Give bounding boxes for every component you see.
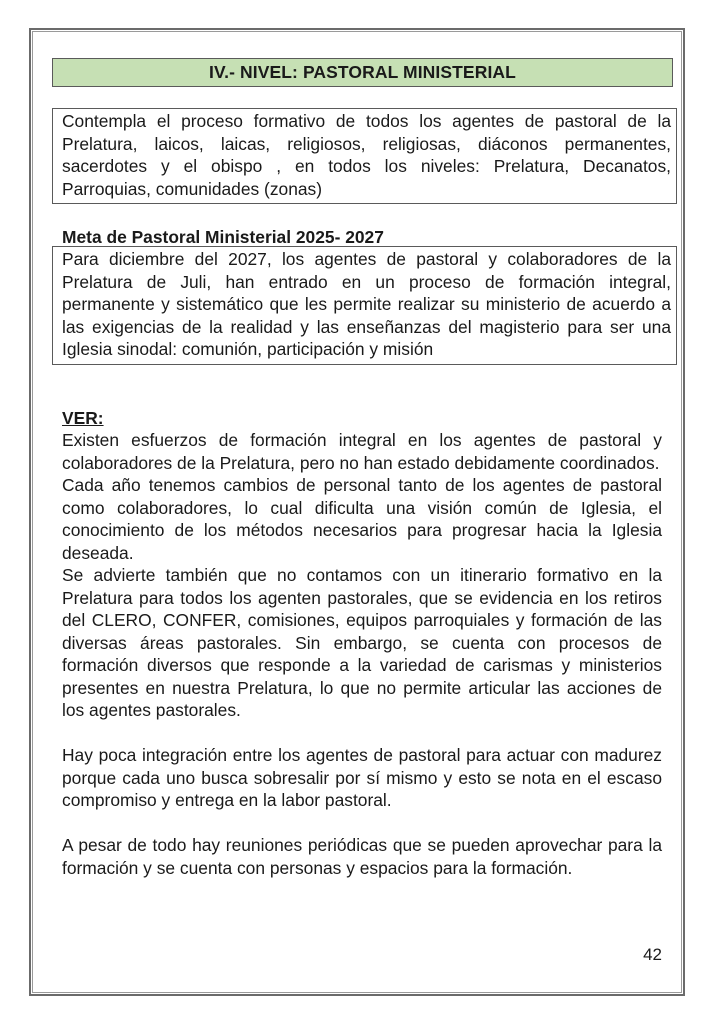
meta-box <box>52 246 677 365</box>
ver-paragraph: Cada año tenemos cambios de personal tanto de los agentes de pastoral como colaboradores, lo cual dificulta una visión común de Iglesia, el conocimiento de los métodos necesarios para progresar hacia la Iglesia deseada. <box>62 475 662 563</box>
ver-body <box>62 429 662 879</box>
ver-paragraph: A pesar de todo hay reuniones periódicas que se pueden aprovechar para la formación y se cuenta con personas y espacios para la formación. <box>62 835 662 878</box>
meta-text: Para diciembre del 2027, los agentes de pastoral y colaboradores de la Prelatura de Juli, han entrado en un proceso de formación integral, permanente y sistemático que les permite realizar su ministerio de acuerdo a las exigencias de la realidad y las enseñanzas del magisterio para ser una Iglesia sinodal: comunión, participación y misión <box>62 249 671 359</box>
ver-title: VER: <box>62 408 104 428</box>
meta-title: Meta de Pastoral Ministerial 2025- 2027 <box>62 227 384 247</box>
page-number: 42 <box>643 945 662 964</box>
ver-paragraph: Existen esfuerzos de formación integral en los agentes de pastoral y colaboradores de la Prelatura, pero no han estado debidamente coordinados. <box>62 430 662 473</box>
ver-paragraph: Se advierte también que no contamos con un itinerario formativo en la Prelatura para todos los agenten pastorales, que se evidencia en los retiros del CLERO, CONFER, comisiones, equipos parroquiales y formación de las diversas áreas pastorales. Sin embargo, se cuenta con procesos de formación diversos que responde a la variedad de carismas y ministerios presentes en nuestra Prelatura, lo que no permite articular las acciones de los agentes pastorales. <box>62 565 662 720</box>
intro-box <box>52 108 677 204</box>
section-heading: IV.- NIVEL: PASTORAL MINISTERIAL <box>52 58 673 87</box>
intro-text: Contempla el proceso formativo de todos los agentes de pastoral de la Prelatura, laicos, laicas, religiosos, religiosas, diáconos permanentes, sacerdotes y el obispo , en todos los niveles: Prelatura, Decanatos, Parroquias, comunidades (zonas) <box>62 111 671 199</box>
ver-paragraph: Hay poca integración entre los agentes de pastoral para actuar con madurez porque cada uno busca sobresalir por sí mismo y esto se nota en el escaso compromiso y entrega en la labor pastoral. <box>62 745 662 810</box>
